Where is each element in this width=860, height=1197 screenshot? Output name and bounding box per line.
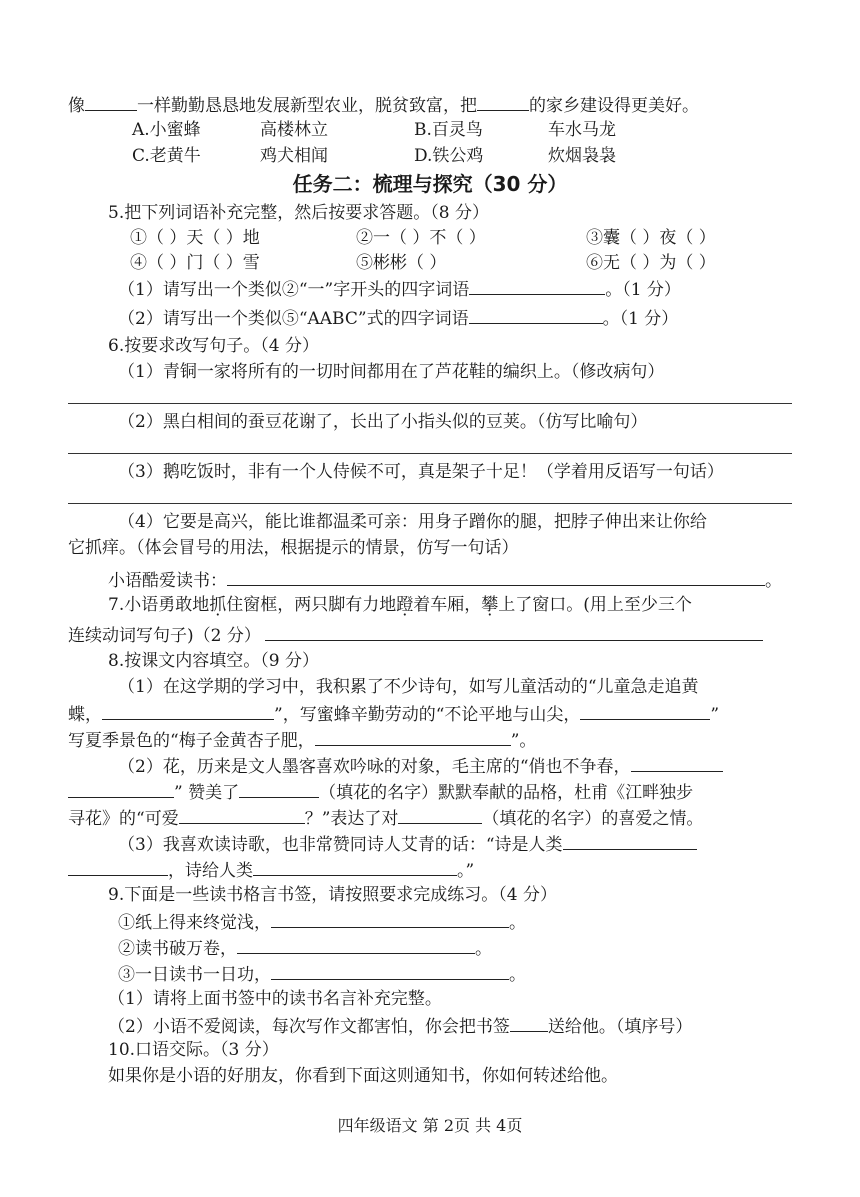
q5-word-6: ⑥无（ ）为（ ） — [586, 253, 716, 273]
q8-p3-line1: （3）我喜欢读诗歌，也非常赞同诗人艾青的话：“诗是人类 — [118, 831, 697, 857]
answer-blank[interactable] — [102, 701, 274, 720]
option-a: A.小蜜蜂 — [132, 120, 201, 140]
answer-blank[interactable] — [239, 779, 319, 798]
answer-blank[interactable] — [469, 305, 603, 324]
option-d: D.铁公鸡 — [414, 146, 484, 166]
q9-sub2: （2）小语不爱阅读，每次写作文都害怕，你会把书签 送给他。（填序号） — [108, 1013, 692, 1039]
answer-blank[interactable] — [469, 276, 605, 295]
q10-stem: 10.口语交际。（3 分） — [108, 1040, 279, 1060]
q8-p1-line3: 写夏季景色的“梅子金黄杏子肥， ”。 — [68, 727, 536, 753]
q9-stem: 9.下面是一些读书格言书签，请按照要求完成练习。（4 分） — [108, 885, 557, 905]
q5-sub2: （2）请写出一个类似⑤“AABC”式的四字词语 。（1 分） — [118, 305, 678, 331]
q4-sentence: 像 一样勤勤恳恳地发展新型农业，脱贫致富，把 的家乡建设得更美好。 — [68, 92, 699, 118]
answer-blank[interactable] — [265, 622, 763, 641]
q5-word-5: ⑤彬彬（ ） — [356, 253, 447, 273]
q8-p1-line2: 蝶， ”，写蜜蜂辛勤劳动的“不论平地与山尖， ” — [68, 701, 719, 727]
q5-word-2: ②一（ ）不（ ） — [356, 228, 486, 248]
answer-blank[interactable] — [85, 92, 137, 111]
q6-sentence-4-line2: 它抓痒。（体会冒号的用法，根据提示的情景，仿写一句话） — [68, 538, 519, 558]
answer-blank[interactable] — [227, 567, 765, 586]
option-b-word: 车水马龙 — [548, 120, 616, 140]
answer-blank[interactable] — [271, 909, 509, 928]
section-title: 任务二：梳理与探究（30 分） — [292, 172, 568, 196]
answer-blank[interactable] — [563, 831, 697, 850]
q8-p2-line1: （2）花，历来是文人墨客喜欢吟咏的对象，毛主席的“俏也不争春， — [118, 753, 723, 779]
answer-blank[interactable] — [253, 857, 457, 876]
q8-p1-line1: （1）在这学期的学习中，我积累了不少诗句，如写儿童活动的“儿童急走追黄 — [118, 677, 699, 697]
answer-blank[interactable] — [179, 805, 305, 824]
q5-stem: 5.把下列词语补充完整，然后按要求答题。（8 分） — [108, 203, 489, 223]
q9-sub1: （1）请将上面书签中的读书名言补充完整。 — [108, 989, 442, 1009]
option-b: B.百灵鸟 — [414, 120, 483, 140]
answer-blank[interactable] — [398, 805, 482, 824]
answer-blank[interactable] — [68, 857, 168, 876]
q10-body: 如果你是小语的好朋友，你看到下面这则通知书，你如何转述给他。 — [108, 1066, 618, 1086]
answer-blank[interactable] — [580, 701, 710, 720]
answer-line[interactable] — [68, 403, 792, 404]
q8-p2-line3: 寻花》的“可爱 ？”表达了对 （填花的名字）的喜爱之情。 — [68, 805, 703, 831]
q8-stem: 8.按课文内容填空。（9 分） — [108, 651, 319, 671]
answer-blank[interactable] — [271, 961, 509, 980]
q7-line2: 连续动词写句子)（2 分） — [68, 622, 763, 648]
q5-word-1: ①（ ）天（ ）地 — [130, 228, 260, 248]
q8-p3-line2: ，诗给人类 。” — [68, 857, 474, 883]
answer-blank[interactable] — [510, 1013, 548, 1032]
option-c: C.老黄牛 — [132, 146, 201, 166]
q6-sentence-3: （3）鹅吃饭时，非有一个人侍候不可，真是架子十足！（学着用反语写一句话） — [118, 462, 724, 482]
answer-blank[interactable] — [315, 727, 511, 746]
bookmark-2: ②读书破万卷， 。 — [118, 935, 492, 961]
q6-sentence-1: （1）青铜一家将所有的一切时间都用在了芦花鞋的编织上。（修改病句） — [118, 362, 665, 382]
answer-blank[interactable] — [477, 92, 529, 111]
option-d-word: 炊烟袅袅 — [548, 146, 616, 166]
answer-blank[interactable] — [68, 779, 174, 798]
answer-line[interactable] — [68, 503, 792, 504]
bookmark-1: ①纸上得来终觉浅， 。 — [118, 909, 526, 935]
bookmark-3: ③一日读书一日功， 。 — [118, 961, 526, 987]
q5-word-3: ③囊（ ）夜（ ） — [586, 228, 716, 248]
option-c-word: 鸡犬相闻 — [260, 146, 328, 166]
q6-imitation: 小语酷爱读书： 。 — [108, 567, 782, 593]
option-a-word: 高楼林立 — [260, 120, 328, 140]
q6-sentence-2: （2）黑白相间的蚕豆花谢了，长出了小指头似的豆荚。（仿写比喻句） — [118, 412, 648, 432]
q5-sub1: （1）请写出一个类似②“一”字开头的四字词语 。（1 分） — [118, 276, 681, 302]
q6-sentence-4-line1: （4）它要是高兴，能比谁都温柔可亲：用身子蹭你的腿，把脖子伸出来让你给 — [118, 512, 707, 532]
q5-word-4: ④（ ）门（ ）雪 — [130, 253, 260, 273]
answer-line[interactable] — [68, 453, 792, 454]
q7-line1: 7.小语勇敢地抓住窗框，两只脚有力地蹬着车厢，攀上了窗口。(用上至少三个 — [108, 595, 692, 615]
page-footer: 四年级语文 第 2页 共 4页 — [337, 1116, 523, 1135]
q6-stem: 6.按要求改写句子。（4 分） — [108, 336, 319, 356]
q8-p2-line2: ” 赞美了 （填花的名字）默默奉献的品格，杜甫《江畔独步 — [68, 779, 693, 805]
answer-blank[interactable] — [237, 935, 475, 954]
answer-blank[interactable] — [631, 753, 723, 772]
